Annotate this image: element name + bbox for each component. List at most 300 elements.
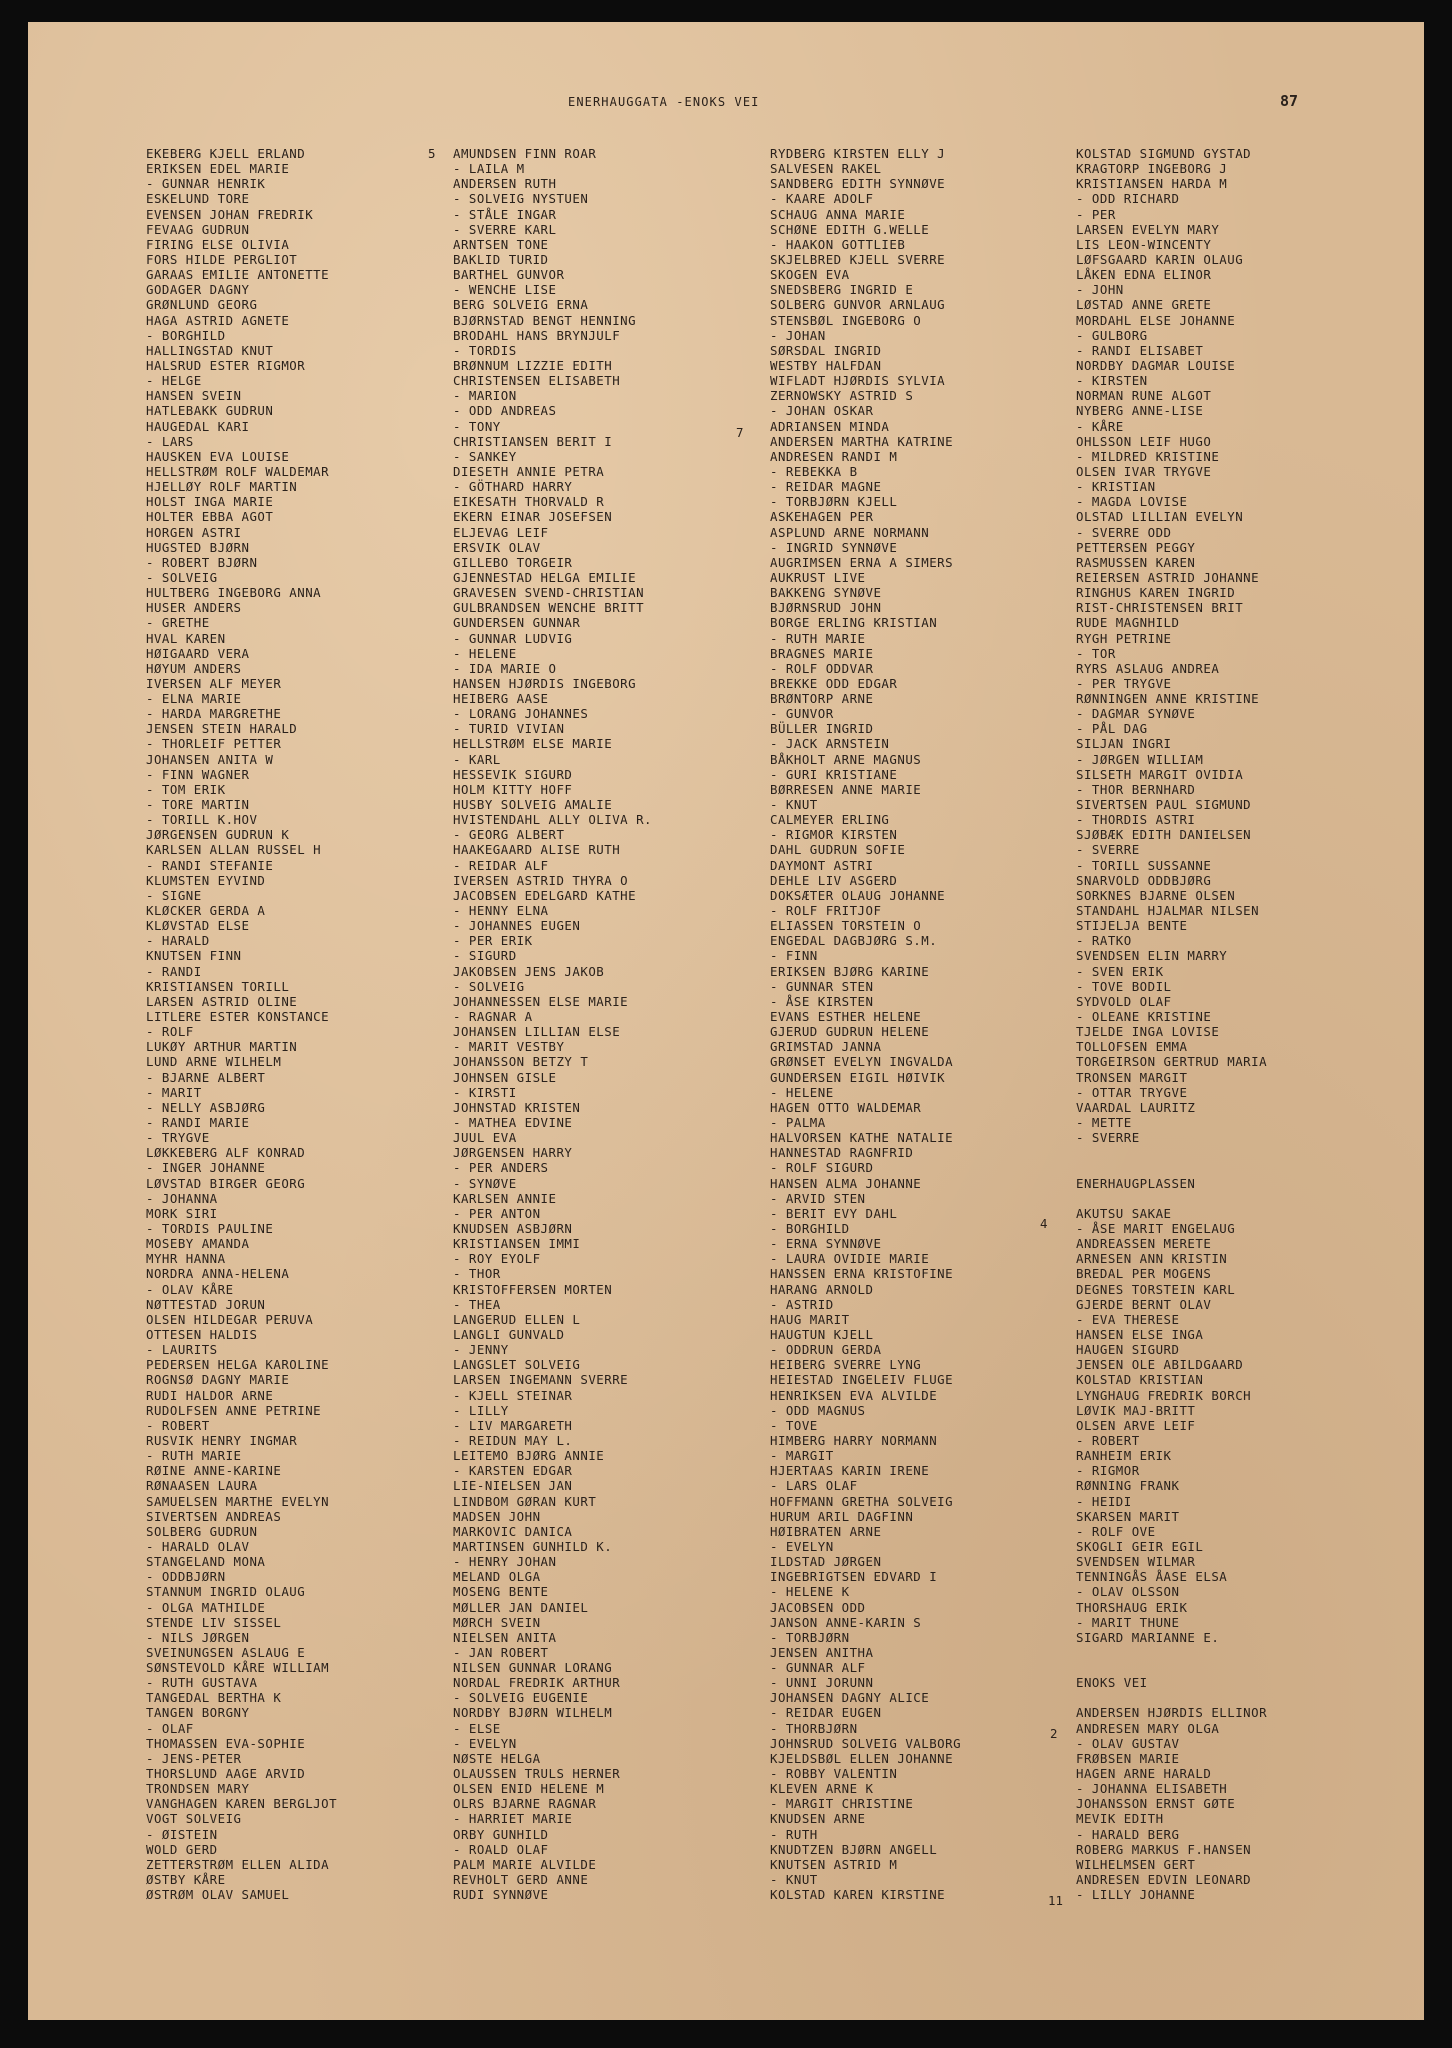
directory-entry: HORGEN ASTRI [146, 524, 242, 540]
directory-entry: SIVERTSEN ANDREAS [146, 1508, 282, 1524]
directory-entry: ORBY GUNHILD [453, 1826, 549, 1842]
directory-entry: - HARDA MARGRETHE [146, 706, 282, 722]
directory-entry: KLØVSTAD ELSE [146, 918, 250, 934]
directory-entry: - OLAV OLSSON [1076, 1584, 1180, 1600]
directory-entry: - INGER JOHANNE [146, 1160, 266, 1176]
directory-entry: FIRING ELSE OLIVIA [146, 236, 290, 252]
directory-entry: HOFFMANN GRETHA SOLVEIG [770, 1493, 954, 1509]
directory-entry: - ROLF [146, 1024, 194, 1040]
directory-entry: - DAGMAR SYNØVE [1076, 706, 1196, 722]
directory-entry: NIELSEN ANITA [453, 1629, 557, 1645]
directory-entry: - TURID VIVIAN [453, 721, 565, 737]
directory-entry: STANDAHL HJALMAR NILSEN [1076, 903, 1260, 919]
directory-entry: HØIGAARD VERA [146, 645, 250, 661]
directory-entry: HAUG MARIT [770, 1311, 850, 1327]
directory-entry: SYDVOLD OLAF [1076, 993, 1172, 1009]
directory-entry: KRAGTORP INGEBORG J [1076, 161, 1228, 177]
directory-entry: KNUTSEN FINN [146, 948, 242, 964]
directory-entry: - RIGMOR KIRSTEN [770, 827, 898, 843]
directory-entry: MARTINSEN GUNHILD K. [453, 1538, 613, 1554]
directory-entry: RØNNINGEN ANNE KRISTINE [1076, 691, 1260, 707]
directory-entry: NYBERG ANNE-LISE [1076, 403, 1204, 419]
directory-entry: KNUTSEN ASTRID M [770, 1856, 898, 1872]
directory-entry: ANDERSEN HJØRDIS ELLINOR [1076, 1705, 1268, 1721]
directory-entry: - RUTH [770, 1826, 818, 1842]
directory-entry: - REIDUN MAY L. [453, 1432, 573, 1448]
directory-entry: ROGNSØ DAGNY MARIE [146, 1372, 290, 1388]
directory-entry: - LAURITS [146, 1342, 218, 1358]
directory-entry: - ROLF FRITJOF [770, 903, 882, 919]
directory-entry: - UNNI JORUNN [770, 1675, 874, 1691]
directory-entry: TANGEN BORGNY [146, 1705, 250, 1721]
directory-entry: JUUL EVA [453, 1130, 517, 1146]
directory-entry: ZERNOWSKY ASTRID S [770, 388, 914, 404]
directory-entry: HURUM ARIL DAGFINN [770, 1508, 914, 1524]
directory-entry: - MARIT [146, 1084, 202, 1100]
directory-entry: KLØCKER GERDA A [146, 903, 266, 919]
directory-entry: BREDAL PER MOGENS [1076, 1266, 1212, 1282]
directory-entry: ERSVIK OLAV [453, 539, 541, 555]
directory-entry: ANDRESEN MARY OLGA [1076, 1720, 1220, 1736]
directory-entry: JØRGENSEN HARRY [453, 1145, 573, 1161]
directory-entry: HAUGTUN KJELL [770, 1326, 874, 1342]
directory-entry: - TORDIS [453, 342, 517, 358]
directory-entry: NØTTESTAD JORUN [146, 1296, 266, 1312]
directory-entry: HUSBY SOLVEIG AMALIE [453, 797, 613, 813]
directory-entry: - JOHAN [770, 327, 826, 343]
directory-entry: DIESETH ANNIE PETRA [453, 463, 605, 479]
directory-entry: - LAURA OVIDIE MARIE [770, 1251, 930, 1267]
directory-entry: EKEBERG KJELL ERLAND [146, 146, 306, 161]
directory-entry: EVENSEN JOHAN FREDRIK [146, 206, 314, 222]
directory-entry: - KJELL STEINAR [453, 1387, 573, 1403]
directory-entry: KOLSTAD KAREN KIRSTINE [770, 1887, 946, 1903]
directory-entry: - TOVE BODIL [1076, 978, 1172, 994]
name-column-4 [1076, 146, 1267, 1902]
directory-entry: JOHNSRUD SOLVEIG VALBORG [770, 1735, 962, 1751]
directory-entry: HANSEN ALMA JOHANNE [770, 1175, 922, 1191]
directory-entry: - OTTAR TRYGVE [1076, 1084, 1188, 1100]
directory-entry: SØNSTEVOLD KÅRE WILLIAM [146, 1660, 330, 1676]
directory-entry: JOHANSEN ANITA W [146, 751, 274, 767]
directory-entry: HOLM KITTY HOFF [453, 781, 573, 797]
directory-entry: HALSRUD ESTER RIGMOR [146, 357, 306, 373]
directory-entry: - GUNVOR [770, 706, 834, 722]
directory-entry: - HEIDI [1076, 1493, 1132, 1509]
directory-entry: - MARIT THUNE [1076, 1614, 1180, 1630]
directory-entry: MORK SIRI [146, 1205, 218, 1221]
directory-entry: HØIBRATEN ARNE [770, 1523, 882, 1539]
directory-entry: - PER ERIK [453, 933, 533, 949]
directory-entry: LANGSLET SOLVEIG [453, 1357, 581, 1373]
directory-entry: IVERSEN ALF MEYER [146, 675, 282, 691]
directory-entry: WILHELMSEN GERT [1076, 1856, 1196, 1872]
directory-entry: MYHR HANNA [146, 1251, 226, 1267]
name-column-1 [146, 146, 337, 1902]
name-column-2 [453, 146, 652, 1902]
directory-entry: HENRIKSEN EVA ALVILDE [770, 1387, 938, 1403]
directory-entry: - TORBJØRN KJELL [770, 494, 898, 510]
directory-entry: GUNDERSEN EIGIL HØIVIK [770, 1069, 946, 1085]
directory-entry: ILDSTAD JØRGEN [770, 1554, 882, 1570]
directory-entry: - TRYGVE [146, 1130, 210, 1146]
directory-entry: - TORBJØRN [770, 1629, 850, 1645]
directory-entry: NILSEN GUNNAR LORANG [453, 1660, 613, 1676]
directory-entry: - SIGURD [453, 948, 517, 964]
directory-entry: HELLSTRØM ROLF WALDEMAR [146, 463, 330, 479]
directory-entry: BRODAHL HANS BRYNJULF [453, 327, 621, 343]
directory-entry: STANNUM INGRID OLAUG [146, 1584, 306, 1600]
directory-entry: - KRISTIAN [1076, 479, 1156, 495]
directory-entry: JENSEN STEIN HARALD [146, 721, 298, 737]
directory-entry: HAUGEDAL KARI [146, 418, 250, 434]
name-column-3 [770, 146, 961, 1902]
directory-entry: - GUNNAR STEN [770, 978, 874, 994]
directory-entry: LIE-NIELSEN JAN [453, 1478, 573, 1494]
house-number-marker: 2 [1050, 1726, 1058, 1741]
directory-entry: BØRRESEN ANNE MARIE [770, 781, 922, 797]
directory-entry: WIFLADT HJØRDIS SYLVIA [770, 373, 946, 389]
directory-entry: MØLLER JAN DANIEL [453, 1599, 589, 1615]
directory-entry: - KÅRE [1076, 418, 1124, 434]
directory-entry: ELIASSEN TORSTEIN O [770, 918, 922, 934]
directory-entry: - LAILA M [453, 161, 525, 177]
directory-entry: JOHANSSON BETZY T [453, 1054, 589, 1070]
directory-entry [1076, 1191, 1267, 1206]
directory-entry: HVISTENDAHL ALLY OLIVA R. [453, 812, 652, 828]
directory-entry: - JOHANNA ELISABETH [1076, 1781, 1228, 1797]
directory-entry: - ROLF OVE [1076, 1523, 1156, 1539]
directory-entry: - GUNNAR HENRIK [146, 176, 266, 192]
directory-entry: HIMBERG HARRY NORMANN [770, 1432, 938, 1448]
directory-entry: ENOKS VEI [1076, 1675, 1148, 1691]
directory-entry: - FINN WAGNER [146, 766, 250, 782]
directory-entry: AUGRIMSEN ERNA A SIMERS [770, 554, 954, 570]
directory-entry: GRØNLUND GEORG [146, 297, 258, 313]
directory-entry: GUNDERSEN GUNNAR [453, 615, 581, 631]
directory-entry: LARSEN ASTRID OLINE [146, 993, 298, 1009]
directory-entry: THORSLUND AAGE ARVID [146, 1766, 306, 1782]
directory-entry: LITLERE ESTER KONSTANCE [146, 1009, 330, 1025]
directory-entry: BAKLID TURID [453, 251, 549, 267]
directory-entry: HAGA ASTRID AGNETE [146, 312, 290, 328]
directory-entry: - BORGHILD [770, 1220, 850, 1236]
directory-entry: - WENCHE LISE [453, 282, 557, 298]
directory-entry: - MAGDA LOVISE [1076, 494, 1188, 510]
directory-entry: - ODDBJØRN [146, 1569, 226, 1585]
directory-entry: EVANS ESTHER HELENE [770, 1009, 922, 1025]
directory-entry: HALVORSEN KATHE NATALIE [770, 1130, 954, 1146]
directory-entry: JOHANSEN LILLIAN ELSE [453, 1024, 621, 1040]
directory-entry: - JOHN [1076, 282, 1124, 298]
directory-entry: SOLBERG GUNVOR ARNLAUG [770, 297, 946, 313]
directory-entry [1076, 1645, 1267, 1660]
directory-entry: HATLEBAKK GUDRUN [146, 403, 274, 419]
directory-entry: ANDERSEN RUTH [453, 176, 557, 192]
directory-entry: THOMASSEN EVA-SOPHIE [146, 1735, 306, 1751]
directory-entry: GILLEBO TORGEIR [453, 554, 573, 570]
directory-entry: - ÅSE MARIT ENGELAUG [1076, 1220, 1236, 1236]
directory-entry: - RANDI MARIE [146, 1115, 250, 1130]
directory-entry: ZETTERSTRØM ELLEN ALIDA [146, 1856, 330, 1872]
directory-entry: OLSEN HILDEGAR PERUVA [146, 1311, 314, 1327]
directory-entry: - BORGHILD [146, 327, 226, 343]
directory-entry: - JACK ARNSTEIN [770, 736, 890, 752]
directory-entry: - ELSE [453, 1720, 501, 1736]
directory-entry: - TONY [453, 418, 501, 434]
directory-entry: KNUDSEN ASBJØRN [453, 1220, 573, 1236]
directory-entry: - OLAV KÅRE [146, 1281, 234, 1297]
directory-entry: - JOHANNES EUGEN [453, 918, 581, 934]
house-number-marker: 7 [736, 425, 744, 440]
directory-entry: LUND ARNE WILHELM [146, 1054, 282, 1070]
directory-entry: JØRGENSEN GUDRUN K [146, 827, 290, 843]
directory-entry: JOHANNESSEN ELSE MARIE [453, 993, 629, 1009]
directory-entry [1076, 1160, 1267, 1175]
directory-entry: - PALMA [770, 1115, 826, 1130]
directory-entry: SILSETH MARGIT OVIDIA [1076, 766, 1244, 782]
directory-entry: - RIGMOR [1076, 1463, 1140, 1479]
directory-entry: RØNNING FRANK [1076, 1478, 1180, 1494]
directory-entry: TOLLOFSEN EMMA [1076, 1039, 1188, 1055]
directory-entry: ELJEVAG LEIF [453, 524, 549, 540]
directory-entry: - MATHEA EDVINE [453, 1115, 573, 1130]
directory-entry: BAKKENG SYNØVE [770, 585, 882, 601]
directory-entry: SVENDSEN ELIN MARRY [1076, 948, 1228, 964]
directory-entry: CALMEYER ERLING [770, 812, 890, 828]
directory-entry: STANGELAND MONA [146, 1554, 266, 1570]
directory-entry: SKJELBRED KJELL SVERRE [770, 251, 946, 267]
directory-entry: REVHOLT GERD ANNE [453, 1872, 589, 1888]
directory-entry: ERIKSEN EDEL MARIE [146, 161, 290, 177]
directory-entry: - SYNØVE [453, 1175, 517, 1191]
directory-entry: HJERTAAS KARIN IRENE [770, 1463, 930, 1479]
directory-entry: SKOGEN EVA [770, 267, 850, 283]
directory-entry: MELAND OLGA [453, 1569, 541, 1585]
directory-entry: - METTE [1076, 1115, 1132, 1130]
directory-entry: - BJARNE ALBERT [146, 1069, 266, 1085]
directory-entry: - FINN [770, 948, 818, 964]
directory-entry: RUSVIK HENRY INGMAR [146, 1432, 298, 1448]
directory-entry: RYGH PETRINE [1076, 630, 1172, 646]
directory-entry: EIKESATH THORVALD R [453, 494, 605, 510]
directory-entry: - ODD RICHARD [1076, 191, 1180, 207]
directory-entry: LÅKEN EDNA ELINOR [1076, 267, 1212, 283]
directory-entry: - HELENE K [770, 1584, 850, 1600]
directory-entry: - HAAKON GOTTLIEB [770, 236, 906, 252]
directory-entry: - MARGIT CHRISTINE [770, 1796, 914, 1812]
directory-entry: - REIDAR ALF [453, 857, 549, 873]
directory-entry: IVERSEN ASTRID THYRA O [453, 872, 629, 888]
directory-entry: KRISTIANSEN IMMI [453, 1236, 581, 1252]
directory-entry: - LIV MARGARETH [453, 1417, 573, 1433]
directory-entry: - ROLF ODDVAR [770, 660, 874, 676]
directory-entry: - KNUT [770, 1872, 818, 1888]
directory-entry: - REIDAR MAGNE [770, 479, 882, 495]
directory-entry: MØRCH SVEIN [453, 1614, 541, 1630]
directory-entry: HALLINGSTAD KNUT [146, 342, 274, 358]
directory-entry: - TORE MARTIN [146, 797, 250, 813]
directory-entry: - IDA MARIE O [453, 660, 557, 676]
directory-entry: - JAN ROBERT [453, 1644, 549, 1660]
directory-entry: - PER TRYGVE [1076, 675, 1172, 691]
directory-entry: KRISTIANSEN TORILL [146, 978, 290, 994]
directory-entry: HANNESTAD RAGNFRID [770, 1145, 914, 1161]
directory-entry: LANGLI GUNVALD [453, 1326, 565, 1342]
directory-entry: - ÅSE KIRSTEN [770, 993, 874, 1009]
directory-entry: - RAGNAR A [453, 1009, 533, 1025]
directory-entry: LØSTAD ANNE GRETE [1076, 297, 1212, 313]
directory-entry: - PER [1076, 206, 1116, 222]
directory-entry: NORMAN RUNE ALGOT [1076, 388, 1212, 404]
directory-entry: RUDE MAGNHILD [1076, 615, 1180, 631]
directory-entry: - ROLF SIGURD [770, 1160, 874, 1176]
directory-entry: - OLAF [146, 1720, 194, 1736]
directory-entry: - KIRSTEN [1076, 373, 1148, 389]
directory-entry: - ROALD OLAF [453, 1841, 549, 1857]
directory-entry: HESSEVIK SIGURD [453, 766, 573, 782]
directory-entry: - LORANG JOHANNES [453, 706, 589, 722]
directory-entry: - JØRGEN WILLIAM [1076, 751, 1204, 767]
directory-entry: HULTBERG INGEBORG ANNA [146, 585, 322, 601]
directory-entry: STENSBØL INGEBORG O [770, 312, 922, 328]
directory-entry: LØVIK MAJ-BRITT [1076, 1402, 1196, 1418]
directory-entry: HVAL KAREN [146, 630, 226, 646]
directory-entry: SILJAN INGRI [1076, 736, 1172, 752]
directory-entry: - PER ANTON [453, 1205, 541, 1221]
directory-entry: HOLST INGA MARIE [146, 494, 274, 510]
directory-entry: DAYMONT ASTRI [770, 857, 874, 873]
directory-entry: - RATKO [1076, 933, 1132, 949]
directory-entry: DOKSÆTER OLAUG JOHANNE [770, 887, 946, 903]
directory-entry: - SOLVEIG [146, 569, 218, 585]
directory-entry: JANSON ANNE-KARIN S [770, 1614, 922, 1630]
directory-entry: - SVERRE ODD [1076, 524, 1172, 540]
directory-entry: TANGEDAL BERTHA K [146, 1690, 282, 1706]
directory-entry: - RANDI STEFANIE [146, 857, 274, 873]
directory-entry: SANDBERG EDITH SYNNØVE [770, 176, 946, 192]
directory-entry: - EVELYN [770, 1538, 834, 1554]
directory-entry: SNARVOLD ODDBJØRG [1076, 872, 1212, 888]
directory-entry: KNUDSEN ARNE [770, 1811, 866, 1827]
directory-entry: OLSTAD LILLIAN EVELYN [1076, 509, 1244, 525]
directory-entry: - ASTRID [770, 1296, 834, 1312]
directory-entry: RYDBERG KIRSTEN ELLY J [770, 146, 946, 161]
directory-entry: ENGEDAL DAGBJØRG S.M. [770, 933, 938, 949]
directory-entry: - ROBERT BJØRN [146, 554, 258, 570]
directory-entry: PETTERSEN PEGGY [1076, 539, 1196, 555]
directory-entry: - LILLY [453, 1402, 509, 1418]
directory-entry: VANGHAGEN KAREN BERGLJOT [146, 1796, 338, 1812]
directory-entry: CHRISTENSEN ELISABETH [453, 373, 621, 389]
directory-entry: HANSEN ELSE INGA [1076, 1326, 1204, 1342]
directory-entry: RANHEIM ERIK [1076, 1448, 1172, 1464]
directory-entry: OLRS BJARNE RAGNAR [453, 1796, 597, 1812]
directory-entry: RINGHUS KAREN INGRID [1076, 585, 1236, 601]
house-number-marker: 5 [428, 146, 436, 161]
directory-entry: BÜLLER INGRID [770, 721, 874, 737]
directory-entry: FRØBSEN MARIE [1076, 1750, 1180, 1766]
directory-entry: - HARALD BERG [1076, 1826, 1180, 1842]
directory-entry: TRONSEN MARGIT [1076, 1069, 1188, 1085]
directory-entry: HEIBERG AASE [453, 691, 549, 707]
directory-entry: - STÅLE INGAR [453, 206, 557, 222]
directory-entry: NORDBY BJØRN WILHELM [453, 1705, 613, 1721]
directory-entry: NORDAL FREDRIK ARTHUR [453, 1675, 621, 1691]
directory-entry: - SOLVEIG NYSTUEN [453, 191, 589, 207]
directory-entry: NØSTE HELGA [453, 1750, 541, 1766]
directory-entry: ENERHAUGPLASSEN [1076, 1175, 1196, 1191]
directory-entry: TJELDE INGA LOVISE [1076, 1024, 1220, 1040]
directory-entry: - NELLY ASBJØRG [146, 1099, 266, 1115]
directory-entry: OHLSSON LEIF HUGO [1076, 433, 1212, 449]
directory-entry: JAKOBSEN JENS JAKOB [453, 963, 605, 979]
house-number-marker: 11 [1048, 1893, 1063, 1908]
directory-entry: BJØRNSTAD BENGT HENNING [453, 312, 637, 328]
directory-entry: - ELNA MARIE [146, 691, 242, 707]
directory-entry: ARNTSEN TONE [453, 236, 549, 252]
directory-entry: VAARDAL LAURITZ [1076, 1099, 1196, 1115]
directory-entry: - PER ANDERS [453, 1160, 549, 1176]
directory-entry: SVEINUNGSEN ASLAUG E [146, 1644, 306, 1660]
directory-entry: BREKKE ODD EDGAR [770, 675, 898, 691]
directory-entry: HAAKEGAARD ALISE RUTH [453, 842, 621, 858]
directory-entry: HUSER ANDERS [146, 600, 242, 616]
directory-entry: - GULBORG [1076, 327, 1148, 343]
directory-entry: HANSSEN ERNA KRISTOFINE [770, 1266, 954, 1282]
directory-entry: PALM MARIE ALVILDE [453, 1856, 597, 1872]
directory-entry: - TOM ERIK [146, 781, 226, 797]
directory-entry: - TOR [1076, 645, 1116, 661]
directory-entry: LEITEMO BJØRG ANNIE [453, 1448, 605, 1464]
directory-entry: MORDAHL ELSE JOHANNE [1076, 312, 1236, 328]
directory-entry: GARAAS EMILIE ANTONETTE [146, 267, 330, 283]
directory-entry: KLUMSTEN EYVIND [146, 872, 266, 888]
directory-entry: HEIBERG SVERRE LYNG [770, 1357, 922, 1373]
directory-entry: LIS LEON-WINCENTY [1076, 236, 1212, 252]
directory-entry: - HELGE [146, 373, 202, 389]
directory-entry: FORS HILDE PERGLIOT [146, 251, 298, 267]
directory-entry: GJERUD GUDRUN HELENE [770, 1024, 930, 1040]
directory-entry: ERIKSEN BJØRG KARINE [770, 963, 930, 979]
directory-entry: DEHLE LIV ASGERD [770, 872, 898, 888]
directory-entry: WOLD GERD [146, 1841, 218, 1857]
directory-entry: LØVSTAD BIRGER GEORG [146, 1175, 306, 1191]
directory-entry: HOLTER EBBA AGOT [146, 509, 274, 525]
directory-entry: - TORDIS PAULINE [146, 1220, 274, 1236]
directory-entry: ARNESEN ANN KRISTIN [1076, 1251, 1228, 1267]
directory-entry: - EVELYN [453, 1735, 517, 1751]
directory-entry: ESKELUND TORE [146, 191, 250, 207]
directory-entry: HANSEN SVEIN [146, 388, 242, 404]
directory-entry: KARLSEN ALLAN RUSSEL H [146, 842, 322, 858]
directory-entry: - THORLEIF PETTER [146, 736, 282, 752]
directory-entry: HEIESTAD INGELEIV FLUGE [770, 1372, 954, 1388]
directory-entry: LUKØY ARTHUR MARTIN [146, 1039, 298, 1055]
directory-entry: JENSEN ANITHA [770, 1644, 874, 1660]
directory-entry: - GUNNAR LUDVIG [453, 630, 573, 646]
directory-entry: - RANDI ELISABET [1076, 342, 1204, 358]
directory-entry: AUKRUST LIVE [770, 569, 866, 585]
directory-entry: - LARS OLAF [770, 1478, 858, 1494]
directory-entry: - NILS JØRGEN [146, 1629, 250, 1645]
directory-entry: - EVA THERESE [1076, 1311, 1180, 1327]
directory-entry: SVENDSEN WILMAR [1076, 1554, 1196, 1570]
directory-entry: KNUDTZEN BJØRN ANGELL [770, 1841, 938, 1857]
directory-entry: OLSEN ARVE LEIF [1076, 1417, 1196, 1433]
directory-entry: - GUNNAR ALF [770, 1660, 866, 1676]
directory-entry: INGEBRIGTSEN EDVARD I [770, 1569, 938, 1585]
